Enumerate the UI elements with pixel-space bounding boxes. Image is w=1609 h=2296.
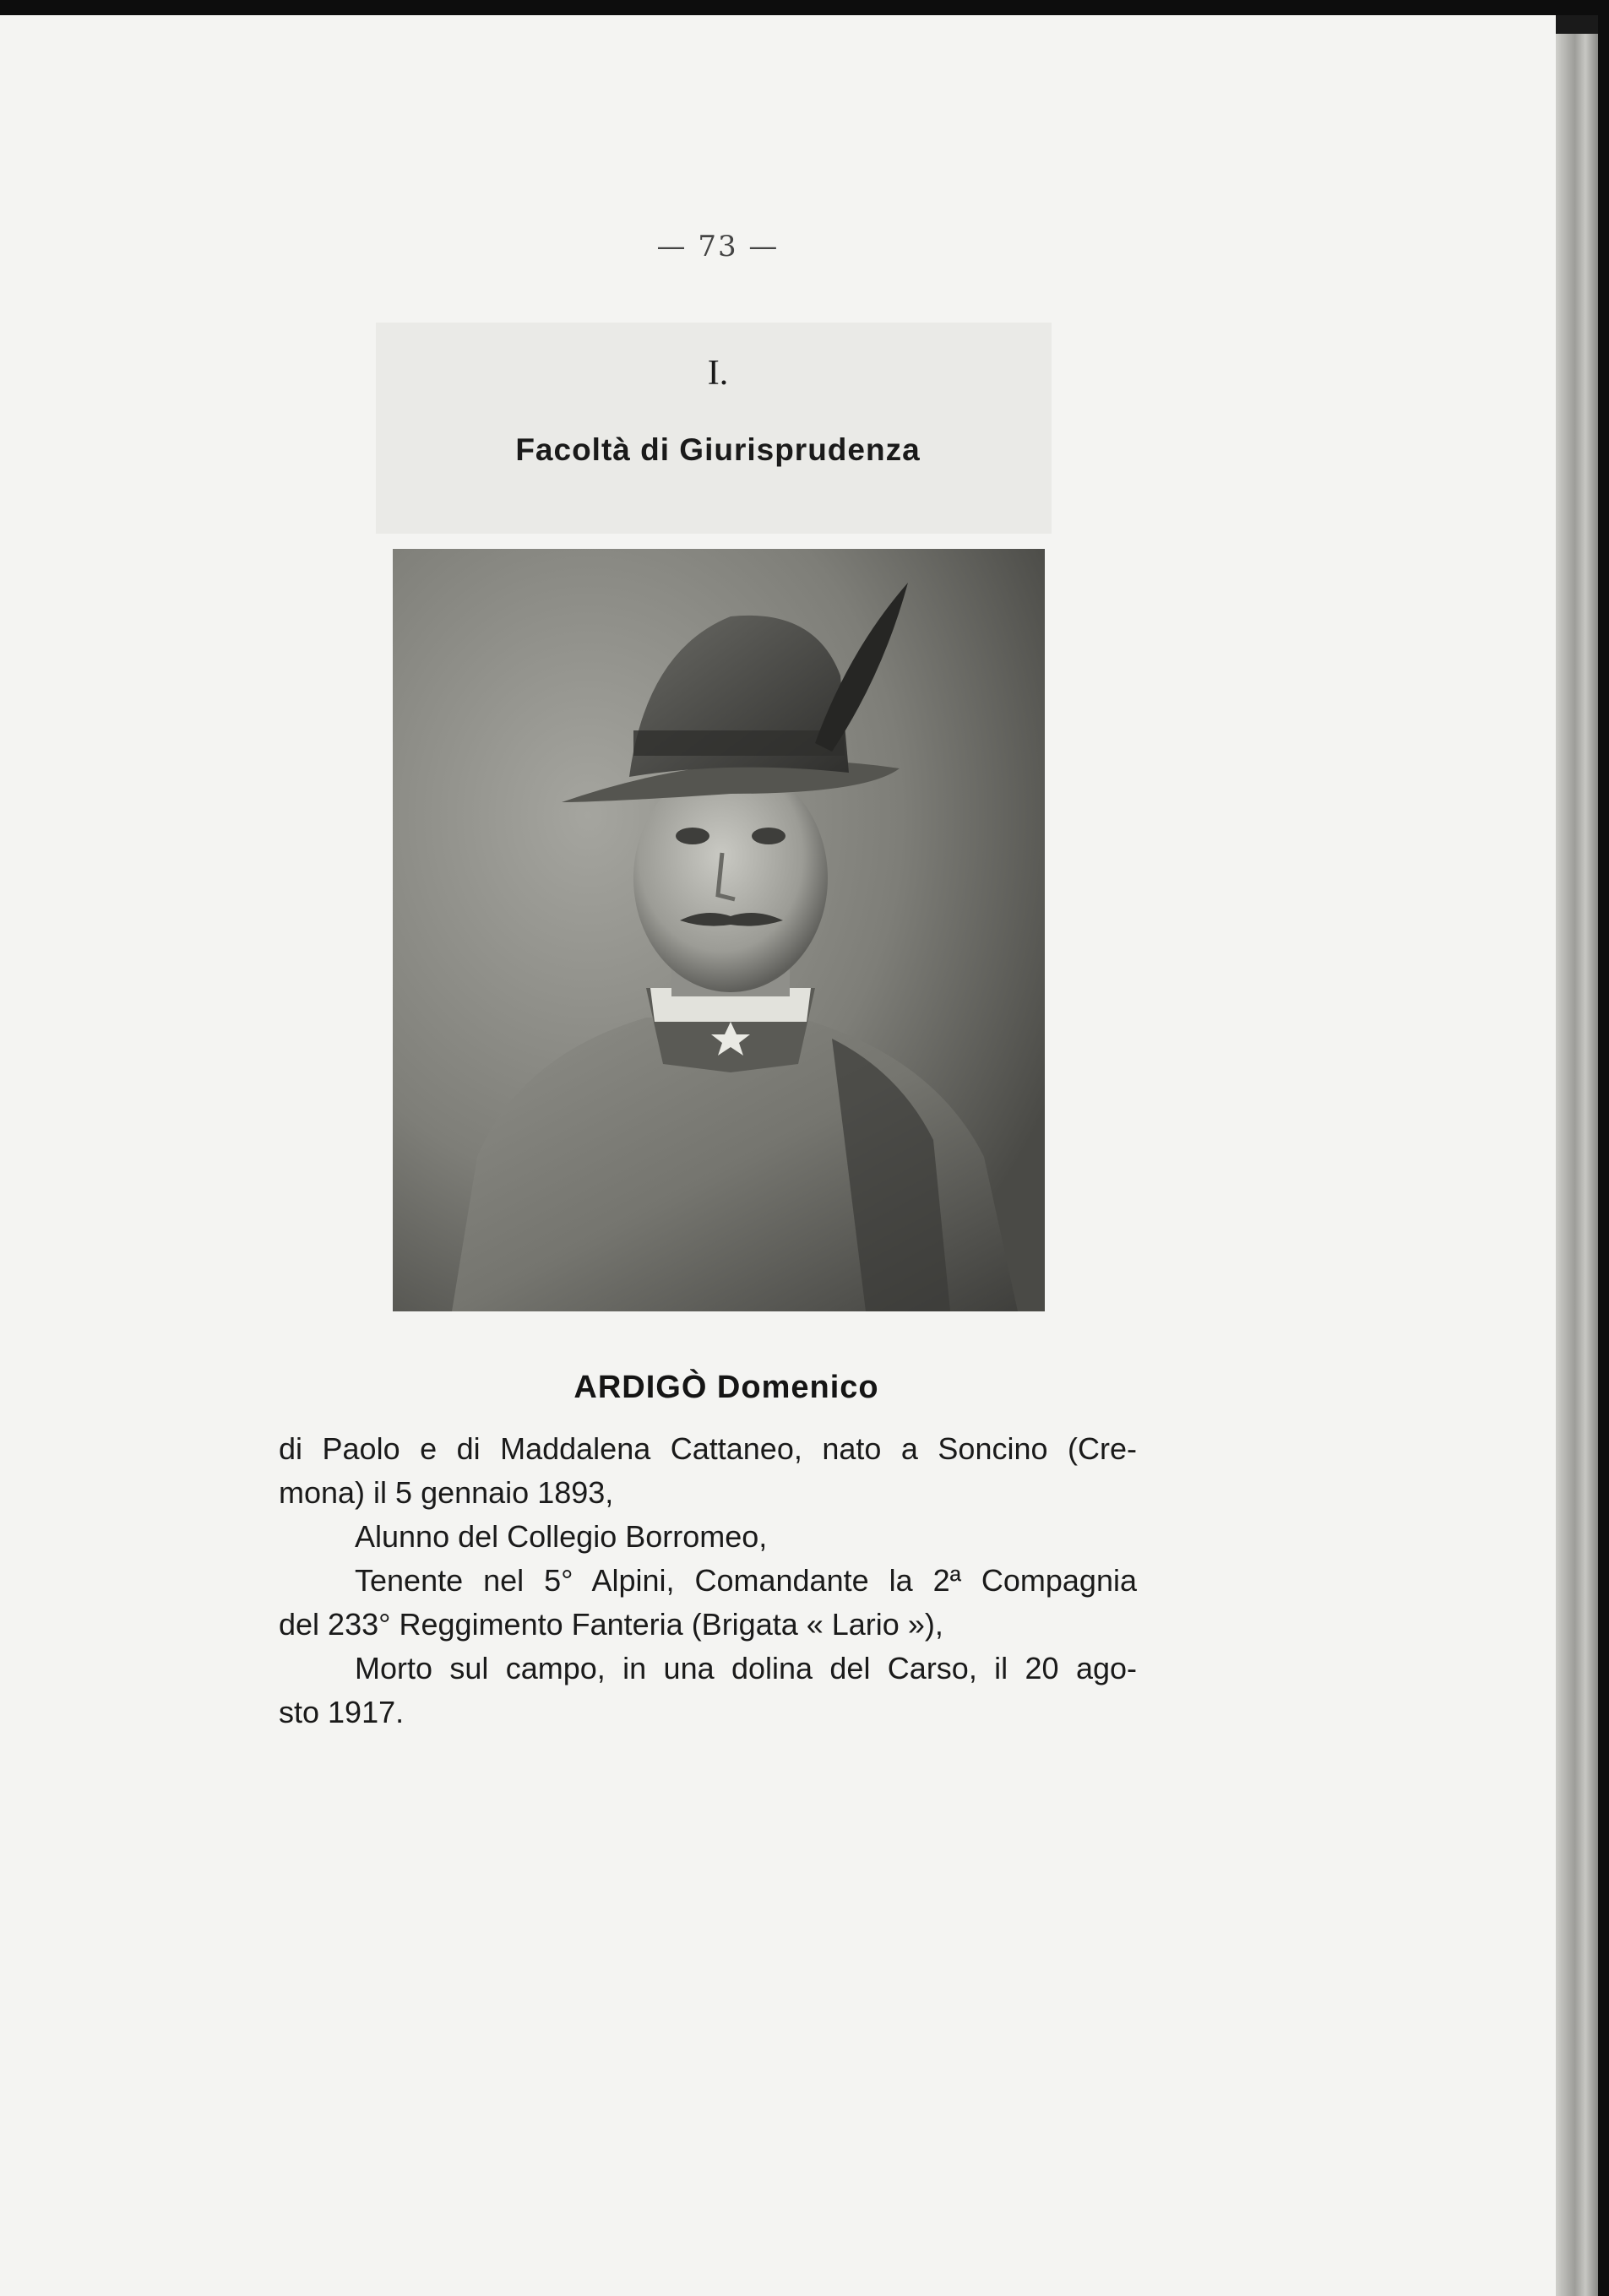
scan-right-border — [1598, 0, 1609, 2296]
bio-line: Morto sul campo, in una dolina del Carso, il 20 ago- — [355, 1651, 1137, 1685]
biography-text — [279, 1427, 1137, 1734]
portrait-photo — [393, 549, 1045, 1311]
person-name: ARDIGÒ Domenico — [573, 1370, 879, 1405]
scan-top-border — [0, 0, 1609, 15]
section-number: I. — [707, 354, 729, 393]
bio-line: sto 1917. — [279, 1695, 405, 1729]
bio-line: mona) il 5 gennaio 1893, — [279, 1475, 614, 1510]
page-number: — 73 — — [656, 230, 780, 263]
page-edge-shadow — [1556, 34, 1598, 2296]
section-title: Facoltà di Giurisprudenza — [515, 432, 921, 467]
bio-line: di Paolo e di Maddalena Cattaneo, nato a Soncino (Cre- — [279, 1431, 1137, 1466]
bio-line: del 233° Reggimento Fanteria (Brigata « Lario »), — [279, 1607, 943, 1642]
portrait-photo-icon — [393, 549, 1045, 1311]
bio-line: Alunno del Collegio Borromeo, — [355, 1519, 768, 1554]
bio-line: Tenente nel 5° Alpini, Comandante la 2ª Compagnia — [355, 1563, 1137, 1598]
